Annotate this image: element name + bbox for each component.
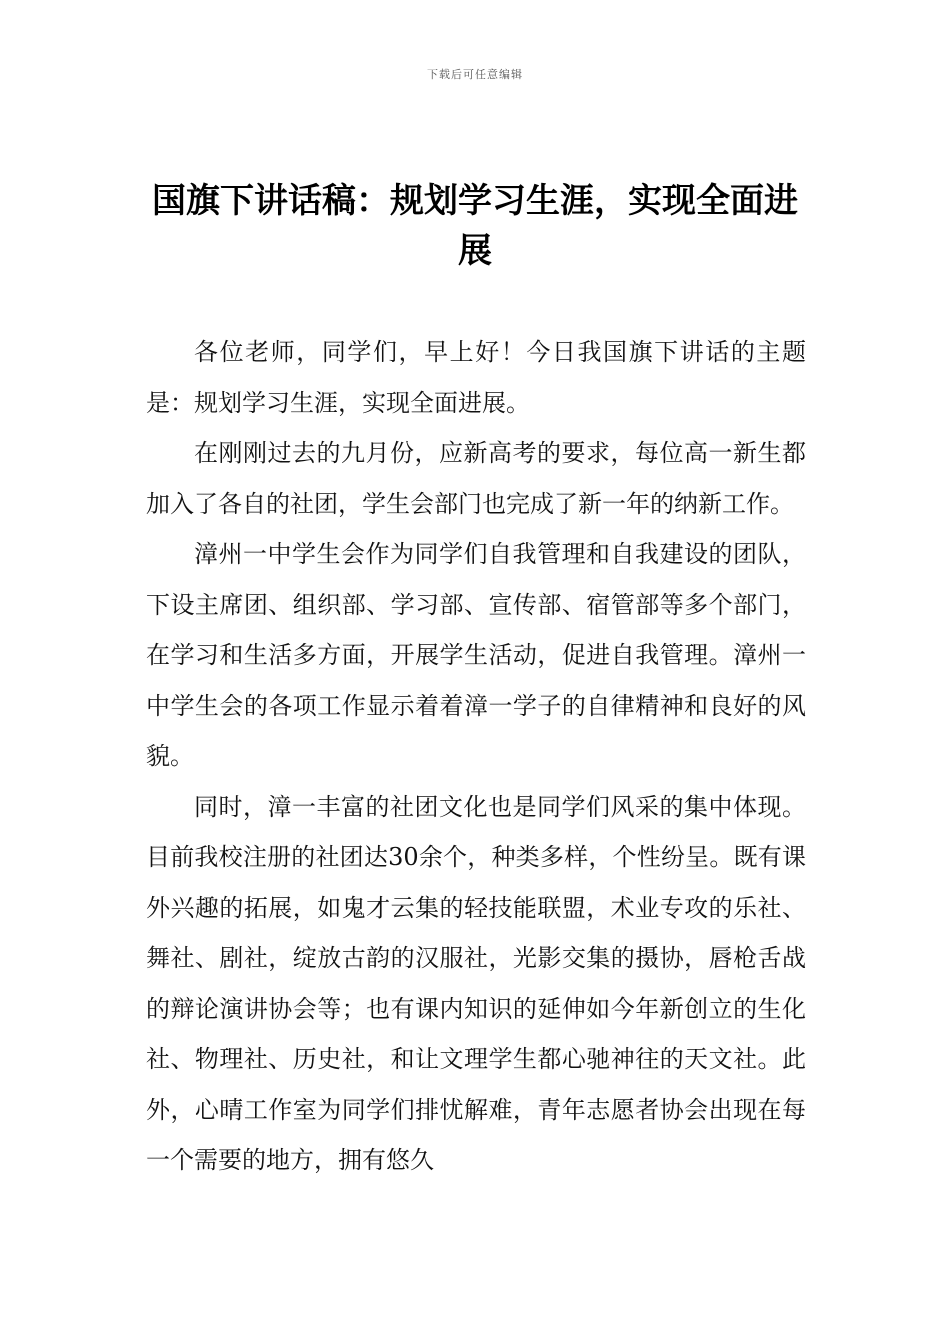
paragraph-greeting: 各位老师，同学们，早上好！今日我国旗下讲话的主题是：规划学习生涯，实现全面进展。 xyxy=(146,338,806,417)
paragraph-clubs: 同时，漳一丰富的社团文化也是同学们风采的集中体现。目前我校注册的社团达30余个，种类多样，个性纷呈。既有课外兴趣的拓展，如鬼才云集的轻技能联盟，术业专攻的乐社、舞社、剧社，绽放古韵的汉服社，光影交集的摄协，唇枪舌战的辩论演讲协会等；也有课内知识的延伸如今年新创立的生化社、物理社、历史社，和让文理学生都心驰神往的天文社。此外，心晴工作室为同学们排忧解难，青年志愿者协会出现在每一个需要的地方，拥有悠久 xyxy=(146,792,806,1174)
paragraph-september: 在刚刚过去的九月份，应新高考的要求，每位高一新生都加入了各自的社团，学生会部门也完成了新一年的纳新工作。 xyxy=(146,439,806,518)
document-title: 国旗下讲话稿：规划学习生涯，实现全面进展 xyxy=(152,181,798,271)
paragraph-student-union: 漳州一中学生会作为同学们自我管理和自我建设的团队，下设主席团、组织部、学习部、宣传部、宿管部等多个部门，在学习和生活多方面，开展学生活动，促进自我管理。漳州一中学生会的各项工作显示着着漳一学子的自律精神和良好的风貌。 xyxy=(146,540,806,770)
page-header: 下载后可任意编辑 xyxy=(427,68,523,81)
document-body xyxy=(146,327,806,1186)
